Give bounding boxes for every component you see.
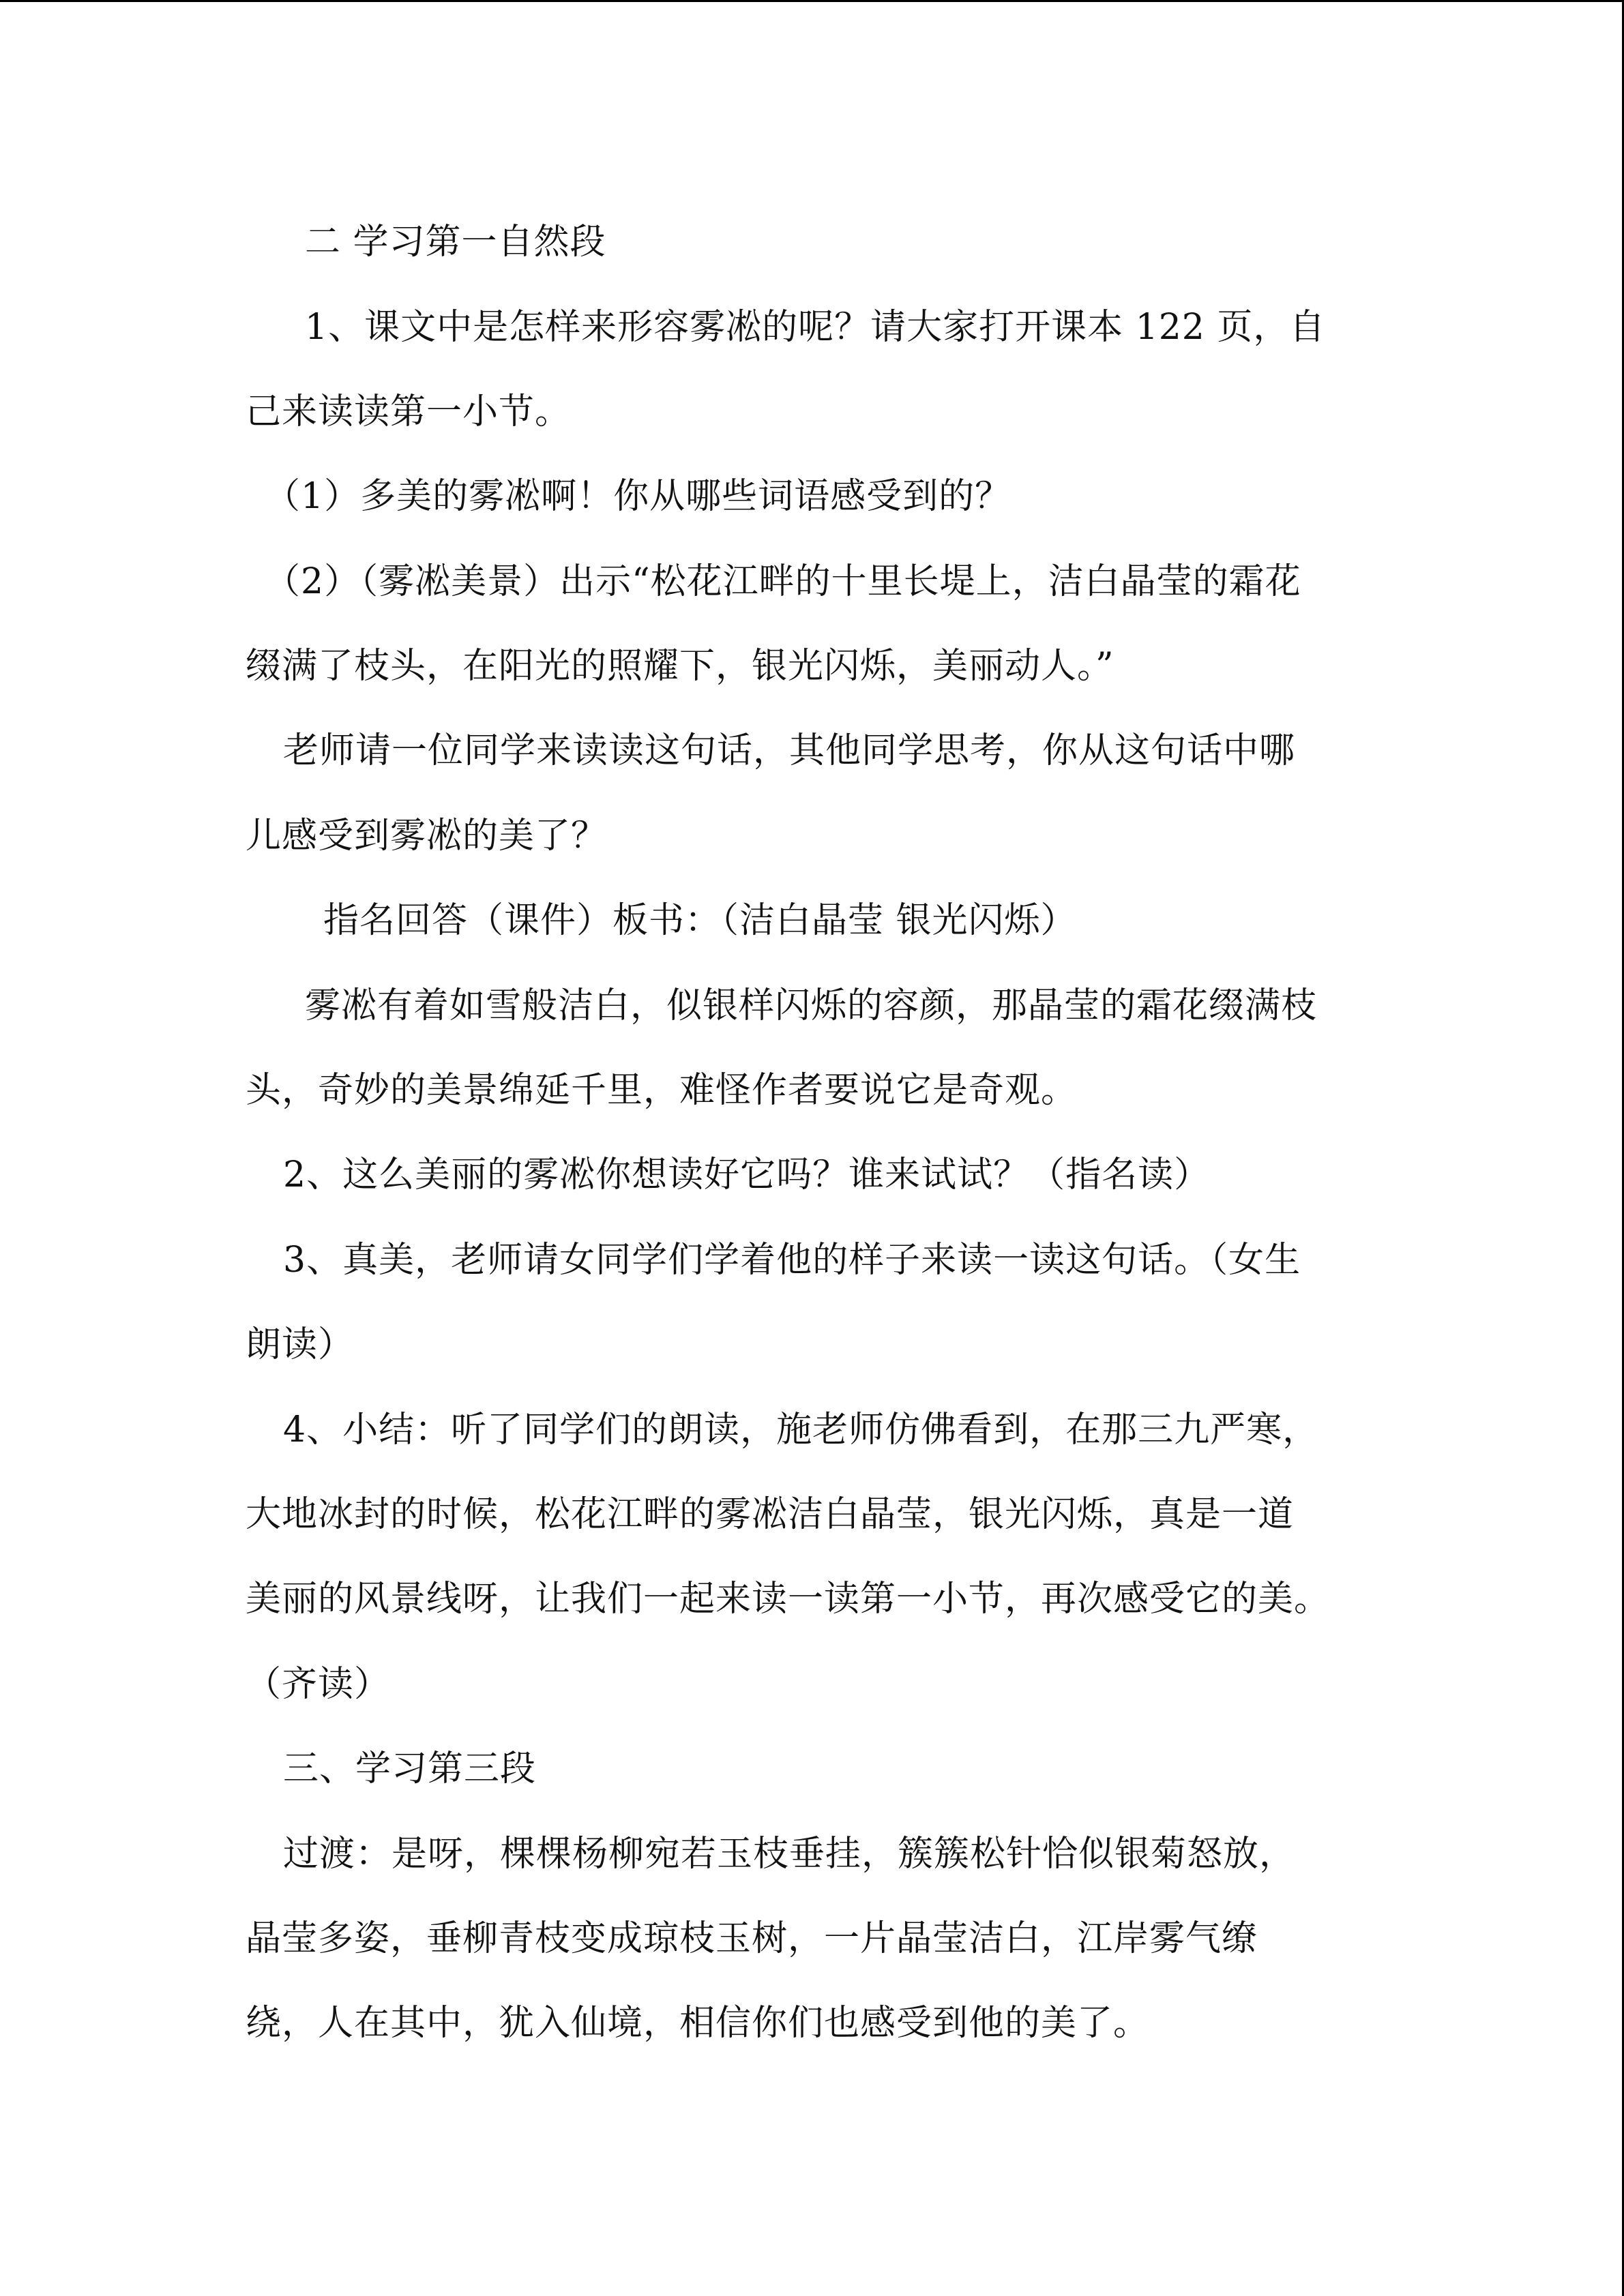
text-line: （2）（雾凇美景）出示“松花江畔的十里长堤上，洁白晶莹的霜花 [265,561,1301,602]
text-line: 晶莹多姿，垂柳青枝变成琼枝玉树，一片晶莹洁白，江岸雾气缭 [246,1918,1258,1959]
text-line: 己来读读第一小节。 [246,391,572,432]
text-line: 4、小结：听了同学们的朗读，施老师仿佛看到，在那三九严寒， [283,1410,1319,1450]
text-line: （1）多美的雾凇啊！你从哪些词语感受到的？ [265,476,1012,517]
text-line: 老师请一位同学来读读这句话，其他同学思考，你从这句话中哪 [283,730,1296,771]
text-line: 绕，人在其中，犹入仙境，相信你们也感受到他的美了。 [246,2003,1150,2044]
text-line: 美丽的风景线呀，让我们一起来读一读第一小节，再次感受它的美。 [246,1579,1331,1620]
text-line: 头，奇妙的美景绵延千里，难怪作者要说它是奇观。 [246,1070,1078,1111]
text-line: 过渡：是呀，棵棵杨柳宛若玉枝垂挂，簇簇松针恰似银菊怒放， [283,1834,1296,1875]
section-heading-3: 三、学习第三段 [283,1748,537,1789]
text-line: 朗读） [246,1324,355,1365]
text-line: 缀满了枝头，在阳光的照耀下，银光闪烁，美丽动人。” [246,646,1114,687]
text-line: （齐读） [246,1664,391,1705]
text-line: 2、这么美丽的雾凇你想读好它吗？谁来试试？（指名读） [283,1154,1211,1195]
text-line: 3、真美，老师请女同学们学着他的样子来读一读这句话。（女生 [283,1240,1301,1281]
text-line: 1、课文中是怎样来形容雾凇的呢？请大家打开课本 122 页，自 [305,307,1326,348]
text-line: 指名回答（课件）板书：（洁白晶莹 银光闪烁） [323,900,1077,941]
text-line: 大地冰封的时候，松花江畔的雾凇洁白晶莹，银光闪烁，真是一道 [246,1494,1295,1535]
text-line: 雾凇有着如雪般洁白，似银样闪烁的容颜，那晶莹的霜花缀满枝 [305,985,1318,1026]
section-heading-1: 二 学习第一自然段 [305,222,606,263]
text-line: 儿感受到雾凇的美了？ [246,816,608,856]
